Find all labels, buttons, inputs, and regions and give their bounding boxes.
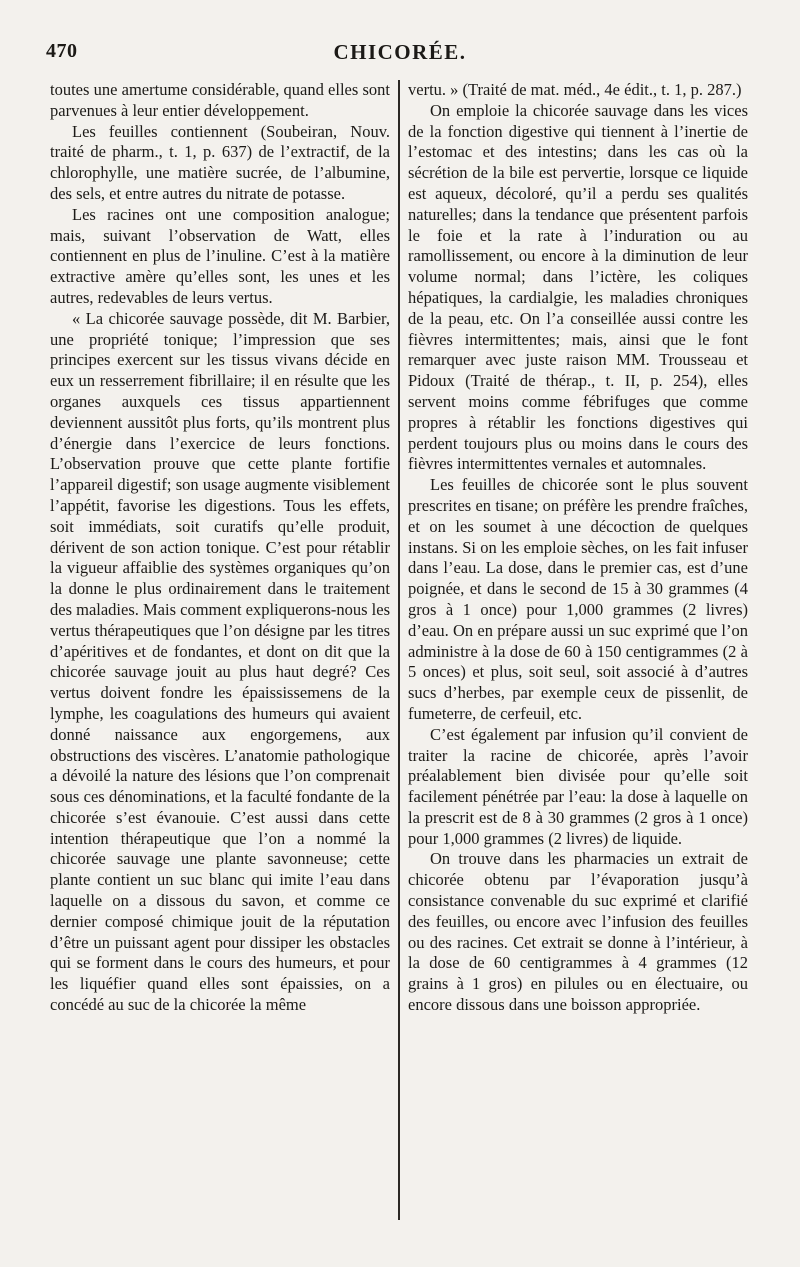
column-divider bbox=[398, 80, 400, 1220]
paragraph: Les feuilles contiennent (Soubeiran, Nouv. traité de pharm., t. 1, p. 637) de l’extractif, de la chlorophylle, une matière sucrée, de l’albumine, des sels, et entre autres du nitrate de potasse. bbox=[50, 121, 390, 203]
paragraph: vertu. » (Traité de mat. méd., 4e édit., t. 1, p. 287.) bbox=[408, 80, 742, 99]
page-number: 470 bbox=[46, 40, 78, 62]
paragraph: Les feuilles de chicorée sont le plus souvent prescrites en tisane; on préfère les prendre fraîches, et on les soumet à une décoction de quelques instans. Si on les emploie sèches, on les fait infuser dans l’eau. La dose, dans le premier cas, est d’une poignée, et dans le second de 15 à 30 grammes (4 gros à 1 once) pour 1,000 grammes (2 livres) d’eau. On en prépare aussi un suc exprimé que l’on administre à la dose de 60 à 150 centigrammes (2 à 5 onces) et plus, soit seul, soit associé à d’autres sucs d’herbes, par exemple ceux de pissenlit, de fumeterre, de cerfeuil, etc. bbox=[408, 475, 748, 723]
right-column bbox=[408, 80, 748, 1220]
paragraph: toutes une amertume considérable, quand elles sont parvenues à leur entier développement. bbox=[50, 80, 390, 120]
paragraph: « La chicorée sauvage possède, dit M. Barbier, une propriété tonique; l’impression que ses principes exercent sur les tissus vivans décide en eux un resserrement fibrillaire; il en résulte que les organes auxquels ces tissus appartiennent deviennent aussitôt plus forts, qu’ils montrent plus d’énergie dans l’exercice de leurs fonctions. L’observation prouve que cette plante fortifie l’appareil digestif; son usage augmente visiblement l’appétit, favorise les digestions. Tous les effets, soit immédiats, soit curatifs qu’elle produit, dérivent de son action tonique. C’est pour rétablir la vigueur affaiblie des systèmes organiques qu’on la donne le plus ordinairement dans le traitement des maladies. Mais comment expliquerons-nous les vertus thérapeutiques que l’on désigne par les titres d’apéritives et de fondantes, et dont on dit que la chicorée sauvage jouit au plus haut degré? Ces vertus doivent fondre les épaississemens de la lymphe, les coagulations des humeurs qui avaient donné naissance aux engorgemens, aux obstructions des viscères. L’anatomie pathologique a dévoilé la nature des lésions que l’on comprenait sous ces dénominations, et la faculté fondante de la chicorée s’est évanouie. C’est aussi dans cette intention thérapeutique que l’on a nommé la chicorée sauvage une plante savonneuse; cette plante contient un suc blanc qui imite l’eau dans laquelle on a dissous du savon, et comme ce dernier composé chimique jouit de la réputation d’être un puissant agent pour dissiper les obstacles qui se forment dans le cours des humeurs, et pour les liquéfier quand elles sont épaissies, on a concédé au suc de la chicorée la même bbox=[50, 308, 391, 1015]
left-column bbox=[50, 80, 390, 1220]
running-title: CHICORÉE. bbox=[333, 40, 467, 64]
paragraph: On trouve dans les pharmacies un extrait de chicorée obtenu par l’évaporation jusqu’à consistance convenable du suc exprimé et clarifié des feuilles, ou encore avec l’infusion des feuilles ou des racines. Cet extrait se donne à l’intérieur, à la dose de 60 centigrammes à 4 grammes (12 grains à 1 gros) en pilules ou en électuaire, ou encore dissous dans une boisson appropriée. bbox=[408, 849, 748, 1015]
paragraph: On emploie la chicorée sauvage dans les vices de la fonction digestive qui tiennent à l’inertie de l’estomac et des intestins; dans les cas où la sécrétion de la bile est pervertie, lorsque ce liquide est aqueux, décoloré, qu’il a perdu ses qualités naturelles; dans la tendance que présentent parfois le foie et la rate à l’induration ou au ramollissement, ou encore à la diminution de leur volume normal; dans l’ictère, les coliques hépatiques, la cardialgie, les maladies chroniques de la peau, etc. On l’a conseillée aussi contre les fièvres intermittentes; mais, ainsi que le font remarquer avec juste raison MM. Trousseau et Pidoux (Traité de thérap., t. II, p. 254), elles servent moins comme fébrifuges que comme propres à rétablir les fonctions digestives qui perdent toujours plus ou moins dans le cours des fièvres intermittentes vernales et automnales. bbox=[408, 100, 748, 474]
paragraph: C’est également par infusion qu’il convient de traiter la racine de chicorée, après l’avoir préalablement bien divisée pour qu’elle soit facilement pénétrée par l’eau: la dose à laquelle on la prescrit est de 8 à 30 grammes (2 gros à 1 once) pour 1,000 grammes (2 livres) de liquide. bbox=[408, 724, 748, 848]
paragraph: Les racines ont une composition analogue; mais, suivant l’observation de Watt, elles contiennent en plus de l’inuline. C’est à la matière extractive amère qu’elles sont, les unes et les autres, redevables de leurs vertus. bbox=[50, 204, 390, 307]
page-header bbox=[46, 40, 754, 72]
text-columns bbox=[50, 80, 748, 1220]
